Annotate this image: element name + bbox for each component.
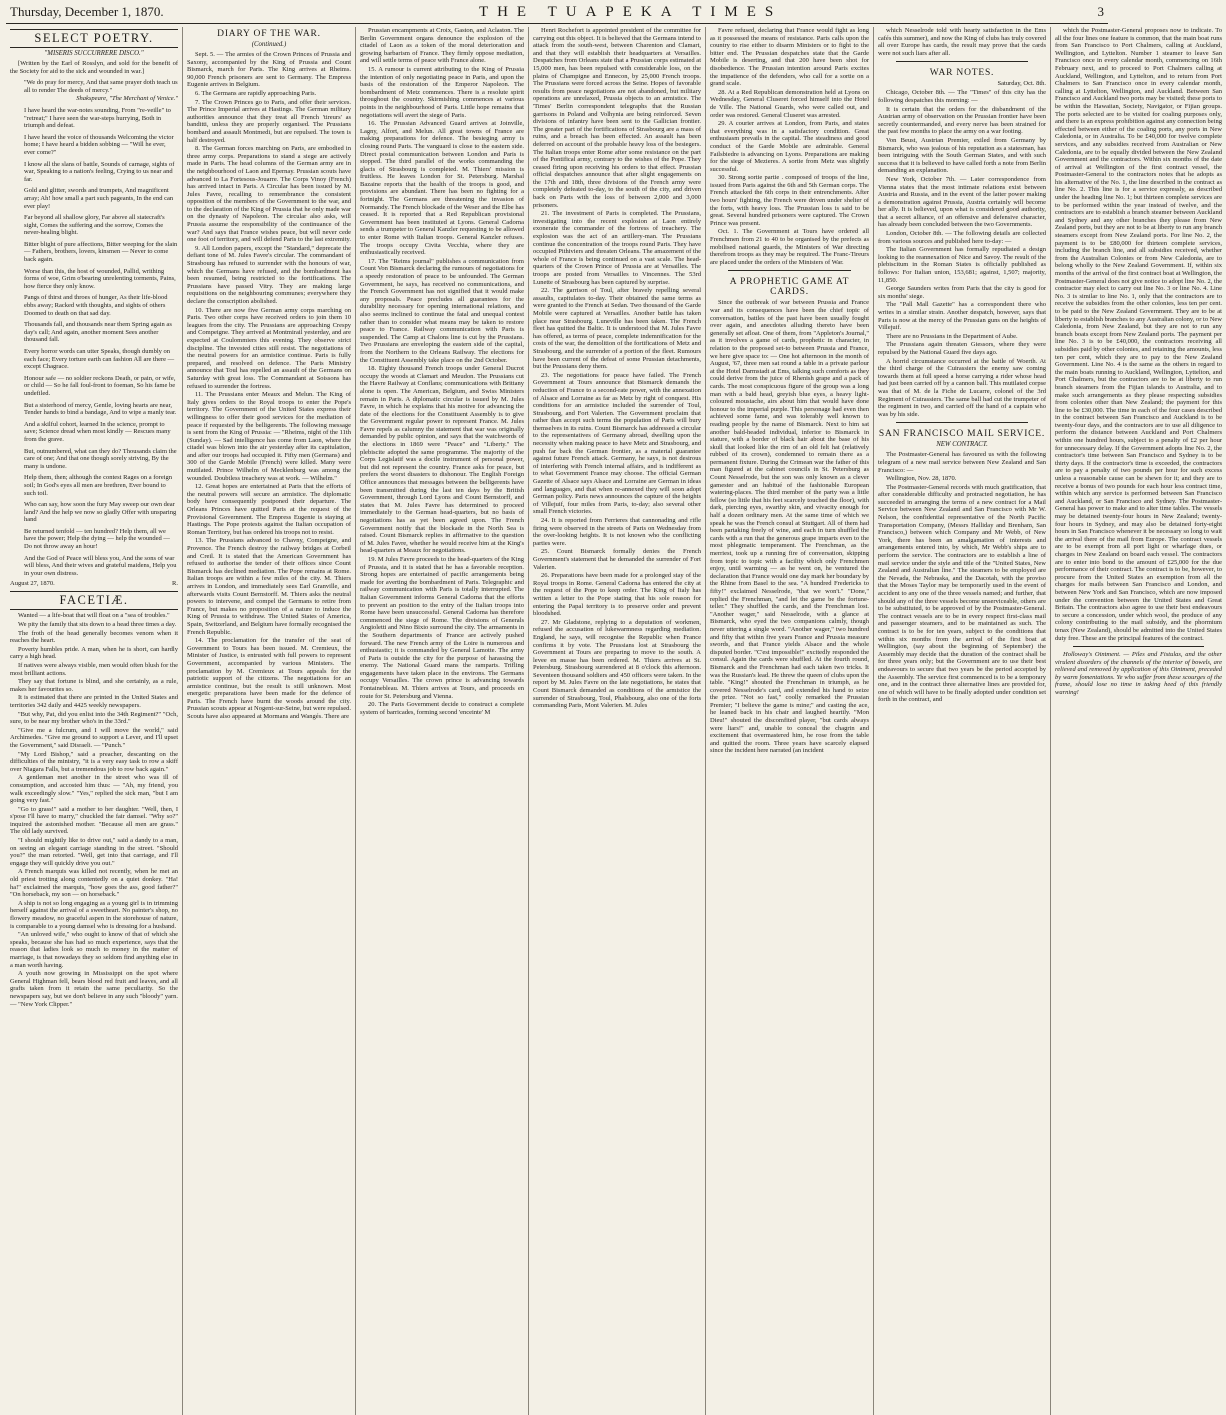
poem-title: "MISERIS SUCCURRERE DISCO." <box>44 50 144 57</box>
war-note: The "Pall Mall Gazette" has a correspondent there who writes in a similar strain. Another despatch, however, says that Paris is now at the mercy of the Prussian guns on the heights of Villejuif. <box>878 301 1046 332</box>
facetiae-item: "My Lord Bishop," said a preacher, descanting on the difficulties of the ministry, "it is a very easy task to row a skiff over Niagara Falls, but a tremendous job to row back again." <box>10 750 178 773</box>
diary-entry: 19. M Jules Favre proceeds to the head-quarters of the King of Prussia, and it is stated that he has a favorable reception. Strong hopes are entertained of pacific arrangements being made for averting the bombardment of Paris. Telegraphic and railway communication with Paris is totally interrupted. The Italian Government informs General Cadorna that the efforts to prevent an position to the entry of the Italian troops into Rome have been unsuccessful. General Cadorna has therefore commenced the siege of Rome. The divisions of Generals Angioletti and Nino Bixio surround the city. The armaments in the Southern departments of France are actively pushed forward. The new French army of the Loire is numerous and enthusiastic; it is commanded by General Lamotte. The army of Paris is outside the city for the purpose of harassing the enemy. The National Guard mans the ramparts. Trifling engagements have taken place in the environs. The Germans occupy Versailles. The crown prince is advancing towards Fontainebleau. M. Thiers arrives at Tours, and proceeds en route for St. Petersburg and Vienna. <box>360 555 524 700</box>
diary-entry: 22. The garrison of Toul, after bravely repelling several assaults, capitulates to-day. Their obtained the same terms as were granted to the French at Sedan. Two thousand of the Garde Mobile were captured at Versailles. Another battle has taken place near Strasbourg. Luneville has been taken. The French fleet has quitted the Baltic. It is understood that M. Jules Favre has offered, as terms of peace, complete indemnification for the costs of the war, the demolition of the fortifications of Metz and Strasbourg, and the surrender of a portion of the fleet. Rumours have been current of the defeat of some Prussian detachments, but the Prussians deny them. <box>533 287 701 371</box>
page-number: 3 <box>1097 4 1104 19</box>
war-note: Von Beust, Austrian Premier, exiled from Germany by Bismarck, who was jealous of his reputation as a statesman, has been intriguing with the South German States, and with such success that it is believed to have called forth a note from Berlin demanding an explanation. <box>878 136 1046 175</box>
poem-stanza: Honour safe — no soldier reckons Death, or pain, or wife, or child — So he fall foul-front to foeman, So his fame be undefiled. <box>24 374 176 397</box>
column-3 <box>356 27 529 1415</box>
column-6 <box>874 27 1051 1415</box>
facetiae-item: The froth of the head generally becomes venom when it reaches the heart. <box>10 629 178 645</box>
war-notes-heading: WAR NOTES. <box>929 68 995 79</box>
poem-stanza: Who can say, how soon the fury May sweep our own dear land? And the help we now so gladly Offer with unsparing hand <box>24 501 177 524</box>
diary-entry: 17. The "Reims journal" publishes a communication from Count Von Bismarck declaring the rumours of negotiations for a speedy restoration of peace to be unfounded. The German Government, he says, has received no communications, and the French Government has not signified that it would make any proposals. Peace precludes all guarantees for the durability necessary for opening international relations, and also seems inclined to continue the fatal and unequal contest rather than to consider what means may be taken to restore peace to France. Railway communication with Paris is suspended. The Camp at Chalons line is cut by the Prussians. Two Prussians are enveloping the eastern side of the capital, from the Northern to the Orleans Railway. The elections for the Constituent Assembly take place on the 2nd October. <box>360 257 524 364</box>
diary-entry: 21. The investment of Paris is completed. The Prussians, investigating into the recent explosion at Laon entirely exonerate the commander of the fortress of treachery. The explosion was the act of an artillery-man. The Prussians continue the concentration of the troops round Paris. They have occupied Pithiviers and threaten Orleans. The amazement of the whole of France is being continued on a vast scale. The head-quarters of the Crown Prince of Prussia are at Versailles. The troops are posted from Versailles to Vincennes. The 53rd Lunette of Strasbourg has been captured by surprise. <box>533 210 701 286</box>
poem-stanza: Far beyond all shallow glory, Far above all statecraft's sight, Comes the suffering and the sorrow, Comes the never-healing blight. <box>24 214 165 237</box>
divider <box>1073 646 1204 647</box>
war-note: The Italian Government has formally repudiated a design looking to the reannexation of Nice and Savoy. The result of the plebiscitum in the Roman States is officially published as follows: For Italian union, 153,681; against, 1,507; majority, 11,850. <box>878 246 1046 284</box>
war-note: There are no Prussians in the Department of Aube. <box>886 332 1018 340</box>
column-1 <box>6 27 183 1415</box>
diary-entry: 25. Count Bismarck formally denies the French Government's statement that he demanded the surrender of Fort Valerien. <box>533 548 701 571</box>
diary-entry: 11. The Prussians enter Meaux and Melun. The King of Italy gives orders to the Royal troops to enter the Pope's territory. The Government of the United States express their willingness to offer their good services for the mediation of peace if requested by the belligerents. The following message is sent from the King of Prussia: — "Rheims, night of the 11th (Sunday). — Sad intelligence has come from Laon, where the citadel was blown into the air yesterday after its capitulation, and after our troops had occupied it. Fifty men (Germans) and 300 of the Garde Mobile (French) were killed. Many were mutilated. Prince Wilhelm of Mecklenburg was among the wounded. Doubtless treachery was at work. — Wilhelm." <box>187 391 351 482</box>
poem-stanza: Help them, then; although the contest Rages on a foreign soil; In God's eyes all men are brethren, Ever bound to such toil. <box>24 474 173 497</box>
holloway-ad: Holloway's Ointment. — Piles and Fistulas, and the other virulent disorders of the channels of the interior of bowels, are relieved and removed by application of this Ointment, preceded by warm fomentations. Ye who suffer from these scourges of the frame, should lose no time in taking heed of this friendly warning! <box>1055 651 1222 697</box>
poem-initial: R. <box>172 580 178 588</box>
diary-entry: 29. A courier arrives at London, from Paris, and states that everything was in a satisfactory condition. Great enthusiasm prevails in the capital. The steadiness and good conduct of the Garde Mobile are admirable. General Failsbiedre is advancing on Lyons. Preparations are making for the siege of Mezieres. A sortie from Metz was slightly successful. <box>710 120 869 173</box>
facetiae-item: "Give me a fulcrum, and I will move the world," said Archimedes. "Give me ground to support a Lever, and I'll upset the Government," said Disraeli. — "Punch." <box>10 726 178 749</box>
diary-entry: 23. The negotiations for peace have failed. The French Government at Tours announce that Bismarck demands the reduction of France to a second-rate power, with the annexation of Alsace and Lorraine as far as Metz by right of conquest. His conditions for an armistice included the surrender of Toul, Strasbourg, and Fort Valerien. The Government proclaim that rather than accept such terms the population of Paris will bury themselves in its ruins. Count Bismarck has addressed a circular to the representatives of Germany abroad, dwelling upon the necessity when making peace to have Metz and Strasbourg, and push far back the German frontier, as a material guarantee against future French attack. Germany, he says, is not desirous of interfering with French internal affairs, and is indifferent as to what Government France may choose. The official German Gazette of Alsace says Alsace and Lorraine are German in ideas and languages, and that when re-annexed they will soon adopt German policy. Paris news announces the capture of the heights of Villejuif, four miles from Paris, to-day; also several other small French victories. <box>533 371 701 516</box>
divider <box>896 422 1028 423</box>
diary-entries-end <box>710 27 869 266</box>
poem <box>10 79 178 577</box>
war-note: A horrid circumstance occurred at the battle of Woerth. At the third charge of the Cuirassiers the enemy saw coming towards them at full speed a horse carrying a rider whose head had just been carried off by a cannon ball. This mutilated corpse was that of M. de la Fiche de Lucarre, colonel of the 3rd Regiment of Cuirassiers. The same ball had cut the trumpeter of the regiment in two, and carried off the hand of a captain who was by his side. <box>878 357 1046 418</box>
article-paragraph: The Postmaster-General has favoured us with the following telegram of a new mail service between New Zealand and San Francisco: — <box>878 451 1046 474</box>
columns <box>6 27 1222 1415</box>
poem-stanza: And the God of Peace will bless you, And the sons of war will bless, And their wives and grateful maidens, Help you in your own distress. <box>24 554 177 577</box>
diary-entry: Prussian encampments at Croix, Gaston, and Aclaston. The Berlin Government organs denounce the explosion of the citadel of Laon as a token of the moral deterioration and growing barbarism of France. They firmly oppose mediation, and will settle terms of peace with France alone. <box>360 27 524 65</box>
poem-stanza: Be returned tenfold — ten hundred? Help them, all we have the power; Help the dying — help the wounded — Do not throw away an hour! <box>24 527 170 551</box>
diary-entry: 13. The Prussians advanced to Chavny, Compeigne, and Provence. The French destroy the railway bridges at Corbeil and Creil. It is stated that the American Government has refused to authorise the tender of their offices since Count Bismarck has declined mediation. The Pope remains at Rome. Italian troops are within a few miles of the city. M. Thiers arrives in London, and immediately sees Earl Granville, and afterwards visits Count Bernstorff. M. Thiers asks the neutral powers to intervene, and compel the Germans to retire from France, but makes no proposition of a nature to induce the King of Prussia to withdraw. The United States of America, Spain, Switzerland, and Belgium have formally recognised the French Republic. <box>187 537 351 636</box>
mail-service-article <box>878 451 1046 704</box>
diary-entries-cont <box>360 27 524 716</box>
diary-entry: 14. The proclamation for the transfer of the seat of Government to Tours has been issued. M. Cremieux, the Minister of Justice, is entrusted with full powers to represent Government, accompanied by various Ministers. The proclamation by M. Cremieux at Tours appeals for the patriotic support of the citizens. The negotiations for an armistice continue, but the result is still unknown. Most energetic preparations have been made for the defence of Paris. The French have burnt the woods around the city. Prussian scouts appear at Nogent-sur-Seine, but were repulsed. Scouts have also appeared at Mormans and Wangés. There are <box>187 637 351 721</box>
mail-service-sub: NEW CONTRACT. <box>936 441 988 449</box>
masthead <box>6 4 1108 24</box>
poem-stanza: Gold and glitter, swords and trumpets, And magnificent array; Ah! how small a part such pageants, In the end can ever play! <box>24 187 174 210</box>
article-paragraph: Since the outbreak of war between Prussia and France war and its consequences have been the chief topic of conversation, battles of the past have been usually fought over again, and anecdotes alluding thereto have been generally set afloat. One of them, from "Appleton's Journal," as it involves a game of cards, prophetic in character, in relation to the proposed set-to between Prussia and France, we here give space to: — One hot afternoon in the month of August, '67, three men sat round a table in a private parlour at the Hotel Darmstadt at Ems, talking such comforts as they could derive from the juice of Rhenish grape and a pack of cards. The most conspicuous figure of the group was a long man with a bald head, greyish blue eyes, a heavy light-coloured moustache, airs about him that would have done honour to the imperial purple. This personage had even then achieved some fame, and was tolerably well known to reading people by the name of Bismarck. Next to him sat another bald-headed individual, inferior to Bismarck in stature, with a border of black hair about the base of his skull that looked like the rim of an old felt hat (relatively rubbed of its crown), condemned to remain there as a permanent fixture. During the Crimean war the father of this man figured at the cabinet councils in St. Petersburg as Count Nesselrode, but the son was only known as a clever gamester and an habitué of the fashionable European watering-places. The third member of the party was a little fellow (so little that his feet scarcely touched the floor), with dark, piercing eyes, swarthy skin, and vivacity enough for half a dozen ordinary men. At the same time of which we speak he was the French consul at Stuttgart. All of them had been partaking freely of wine, and each in turn shuffled the cards with a run that the generous grape imparts even to the most phlegmatic temperament. The Frenchman, as the merriest, took up a running fire of conversation, skipping from topic to topic with a facility which only Frenchmen enjoy, until warming — as he went on, he ventured the declaration that France would one day mark her boundary by the Rhine from Basel to the sea. "A hundred Fredericks to fifty!" exclaimed Nesselrode, "that we won't." "Done," replied the Frenchman, "and let the game be the fortune-teller." They shuffled the cards, and the Frenchman lost. "Another wager," said Nesselrode, with a glance at Bismarck, who eyed the two companions calmly, though never uttering a single word. "Another wager," two hundred and fifty that within five years France and Prussia measure swords, and that France yields Alsace and the whole disputed border. "C'est impossible!" excitedly responded the consul. Again the cards were shuffled. At the fourth round, Bismarck and the Frenchman had each taken two tricks. It was the Russian's lead. He threw the queen of clubs upon the table. "King!" shouted the Frenchman in triumph, as he covered Nesselrode's card, and extended his hand to seize the prize. "Not so fast," coolly remarked the Prussian Premier; "I believe the game is mine;" and casting the ace, he leaned back in his chair and laughed heartily. "Mon Dieu!" shouted the discomfited player, "but cards always were liars!" and, unable to conceal the chagrin and excitement that overmastered him, he rose from the table and quitted the room. Three years have scarcely elapsed since the incident here narrated (an incident <box>710 299 869 755</box>
war-note: It is certain that the orders for the disbandment of the Austrian army of observation on the Prussian frontier have been secretly countermanded, and every nerve has been strained for the past few months to place the army on a war footing. <box>878 105 1046 136</box>
facetiae-item: "But why, Pat, did you enlist into the 34th Regiment?" "Och, sure, to be near my brother who's in the 33rd." <box>10 710 178 726</box>
facetiae-item: A youth now growing in Mississippi on the spot where General Highman fell, bears blood red fruit and leaves, and all grafts taken from it retain the same peculiarity. So the newspapers say, but we don't believe in any such "bloody" yarn. — "New York Clipper." <box>10 970 178 1008</box>
poetry-heading: SELECT POETRY. <box>10 29 178 48</box>
facetiae-item: Wanted — a life-boat that will float on a "sea of troubles." <box>18 612 170 620</box>
issue-date: Thursday, December 1, 1870. <box>10 4 164 19</box>
column-5 <box>706 27 874 1415</box>
war-note: Chicago, October 8th. — The "Times" of this city has the following despatches this morning: — <box>878 89 1046 104</box>
card-game-article <box>710 299 869 755</box>
diary-heading: DIARY OF THE WAR. <box>217 29 321 39</box>
facetiae-item: It is estimated that there are printed in the United States and territories 342 daily and 4425 weekly newspapers. <box>10 694 178 709</box>
diary-entries <box>187 51 351 721</box>
war-note: The Prussians again threaten Giessors, where they were repulsed by the National Guard five days ago. <box>878 341 1046 356</box>
epigraph-source: Shakspeare, "The Merchant of Venice." <box>76 95 178 103</box>
diary-entry: 9. All London papers, except the "Standard," deprecate the defiant tone of M. Jules Favre's circular. The commandant of Strasbourg has refused to surrender with the honours of war, which the Germans have refused, and the bombardment has been resumed, being restricted to the fortifications. The Prussians have passed Vitry. They are making large requisitions on the neighbouring communes; everywhere they declare the conscription abolished. <box>187 244 351 305</box>
diary-entry: 10. There are now five German army corps marching on Paris. Two other corps have received orders to join them 10 leagues from the city. The Prussians are approaching Crespy and Compeigne. They arrived at Montmirail yesterday, and are expected at Coulommiers this evening. They observe strict discipline. The invested cities still resist. The negotiations of the neutral powers for an armistice continue. Paris is fully prepared, and resolved on defence. The Paris Ministry announce that Toul has repelled an assault of the Germans on Saturday with great loss. The Commandant at Soissons has refused to surrender the fortress. <box>187 306 351 390</box>
war-notes-dateline: Saturday, Oct. 8th. <box>997 80 1046 88</box>
diary-entry: 7. The Crown Princes go to Paris, and offer their services. The Prince Imperial arrives at Hastings. The German military authorities announce that they treat all French 'tireurs' as banditti, unless they are properly organised. The Prussians bombard and assault Montmedi, but are repulsed. The town is half destroyed. <box>187 98 351 144</box>
facetiae-item: A ship is not so long engaging as a young girl is in trimming herself against the arrival of a sweetheart. No painter's shop, no flowery meadow, no graceful aspen in the storehouse of nature, is comparable to a young damsel who is dressing for a husband. <box>10 899 178 930</box>
diary-entry: Oct. 1. The Government at Tours have ordered all Frenchmen from 21 to 40 to be organised by the prefects as mobilised national guards, the Ministers of War directing therefrom troops as they may be required. The Franc-Tireurs are placed under the orders of the Ministers of War. <box>710 228 869 266</box>
poem-signature <box>10 580 178 587</box>
poem-stanzas <box>10 107 178 577</box>
diary-entries-cont-2 <box>533 27 701 710</box>
diary-entry: 12. Great hopes are entertained at Paris that the efforts of the neutral powers will secure an armistice. The diplomatic body have consequently postponed their departure. The Orleans Princes have quitted Paris at the request of the Provisional Government. The Empress Eugenie is staying at Hastings. The Pope protests against the Italian occupation of Roman Territory, but has ordered his troops not to resist. <box>187 483 351 536</box>
poem-stanza: I have heard the war-notes sounding, From "re-veille" to "retreat;" I have seen the war-steps hurrying, Both in triumph and defeat. <box>24 106 171 130</box>
facetiae-item: We pity the family that sits down to a head three times a day. <box>18 621 177 629</box>
diary-entry: Henri Rochefort is appointed president of the committee for carrying out this object. It is believed that the Germans intend to attack from the south-west, between Charenton and Clamart, and that they will establish their headquarters at Versailles. Despatches from Orleans state that a Prussian corps estimated at 15,000 men, has been repulsed with considerable loss, on the plains of Champigne and Ennecon, by 25,000 French troops. The Prussians were forced across the Seine. Hopes of favorable results from peace negotiations are not abandoned, but military operations are unrelaxed, Prussia objects to an armistice. The 'Times' Berlin correspondent telegraphs that the Russian garrisons in Poland and Volhynia are being reinforced. Seven divisions of infantry have been sent to the Gallician frontier. The greater part of the fortifications of Strasbourg are a mass of ruins, and a breach has been effected. An assault has been deferred on account of the probable heavy loss of the besiegers. The Italian troops enter Rome after some resistance on the part of the Pontifical army, contrary to the wishes of the Pope. They ceased firing upon receiving his orders to that effect. Prussian official despatches announce that after slight engagements on the 17th and 18th, three divisions of the French army were completely defeated to-day, to the south of the city, and driven back on Paris with the loss of between 2,000 and 3,000 prisoners. <box>533 27 701 209</box>
diary-entry: Favre refused, declaring that France would fight as long as it possessed the means of resistance. Paris calls upon the country to rise either to disarm Ministers or to fight to the bitter end. The Prussian despatches state that the Garde Mobile is deserting, and that 200 have been shot for disobedience. The Prussian intention around Paris excites the impatience of the defenders, who call for a sortie on a grand scale. <box>710 27 869 88</box>
war-note: New York, October 7th. — Later correspondence from Vienna states that the most intimate relations exist between Austria and Russia, and in the event of the latter power making a demonstration against Prussia, Austria certainly will become her ally. It is believed, upon what is considered good authority, that a secret alliance, of an offensive and defensive character, has already been concluded between the two Governments. <box>878 175 1046 229</box>
card-game-heading: A PROPHETIC GAME AT CARDS. <box>729 277 850 298</box>
diary-entry: 15. A rumour is current attributing to the King of Prussia the intention of only negotiating peace in Paris, and upon the basis of the restoration of the Emperor Napoleon. The bombardment of Metz commences. There is a resolute spirit throughout the country. Skirmishing commences at various points in the neighbourhood of Paris. Little hope remains that negotiations will avert the siege of Paris. <box>360 65 524 119</box>
diary-entry: Sept. 5. — The armies of the Crown Princes of Prussia and Saxony, accompanied by the King of Prussia and Count Bismarck, march for Paris. The King arrives at Rheims. 90,000 French prisoners are sent to Germany. The Empress Eugenie arrives in Belgium. <box>187 51 351 89</box>
facetiae-list <box>10 612 178 1008</box>
article-paragraph: The Postmaster-General records with much gratification, that after considerable difficulty and protracted negotiation, he has succeeded in arranging the terms of a new contract for a Mail Service between New Zealand and San Francisco with Mr W. Nelson, the confidential representative of the North Pacific Transportation Company, (Messrs Halliday and Brenham, San Francisco,) between which Company and Mr Webb, of New York, there has been an amalgamation of interests and arrangements entered into, by which, Mr Webb's ships are to perform the service. The contractors are to establish a line of mail service under the style and title of the "United States, New Zealand and Australian line." The steamers to be employed are the Nevada, the Nebraska, and the Dacotah, with the proviso that the Moses Taylor may be temporarily used in the event of accident to any one of the three vessels named; and further, that should any of the three vessels become unserviceable, others are to be substituted, to be approved of by the Postmaster-General. The contract vessels are to be in every respect first-class mail and passenger steamers, and to be maintained as such. The contract is to be for ten years, subject to the conditions that within six months from the arrival of the first boat at Wellington, (say about the beginning of September) the Assembly may decide that the duration of the contract shall be for three years only; but the Government are to use their best endeavours to secure that two years be the period accepted by the Assembly. The service first commenced is to be a temporary one, and in the contract three alternative lines are provided for, one of which will have to be finally adopted under condition set forth in the contract, and <box>878 483 1046 704</box>
war-note: George Saunders writes from Paris that the city is good for six months' siege. <box>878 285 1046 300</box>
diary-entry: 6. The Germans are rapidly approaching Paris. <box>195 89 317 97</box>
poem-stanza: Every horror words can utter Speaks, though dumbly on each face; Every torture earth can fashion All are there — except Chagrace. <box>24 348 175 371</box>
diary-entry: 26. Preparations have been made for a prolonged stay of the Royal troops in Rome. General Cadorna has entered the city at the request of the Pope to keep order. The King of Italy has written a letter to the Pope stating that his sole reason for entering the Papal territory is to preserve order and prevent bloodshed. <box>533 572 701 618</box>
poem-stanza: I have heard the voice of thousands Welcoming the victor home; I have heard a bidden sobbing — "Will he ever, ever come?" <box>24 133 174 156</box>
facetiae-item: A French marquis was killed not recently, when he met an old priest trotting along contentedly on a quiet donkey. "Ha! ha!" exclaimed the marquis, "how goes the ass, good father?" "On horseback, my son — on horseback." <box>10 868 178 899</box>
mail-service-heading: SAN FRANCISCO MAIL SERVICE. <box>878 429 1046 440</box>
diary-entry: 16. The Prussian Advanced Guard arrives at Joinville, Lagny, Alfort, and Melun. All great towns of France are making preparations for defence. The besieging army is closing round Paris. The vanguard is close to the eastern side. Direct postal communication between London and Paris is stopped. The third parallel of the works commanding the glacis of Strasbourg is completed. M. Thiers' mission is fruitless. He leaves London for St. Petersburg. Marshal Bazaine reports that the health of the troops is good, and provisions are abundant. There has been no fighting for a fortnight. The Germans are threatening the invasion of Normandy. The French blockade of the Weser and the Elbe has ceased. It is reported that a Red Republican provisional Government has been instituted at Lyons. General Cadorna sends a trumpeter to General Kanzler requesting to be allowed to enter Rome with Italian troops. General Kanzler refuses. The troops occupy Civita Vecchia, where they are enthusiastically received. <box>360 120 524 257</box>
facetiae-item: "Go to grass!" said a mother to her daughter. "Well, then, I s'pose I'll have to marry," chuckled the fair damsel. "Why so?" inquired the astonished mother. "Because all men are grass." The old lady survived. <box>10 805 178 836</box>
poem-stanza: And a skilful cohort, learned In the science, prompt to save; Science dread when most kindly — Rescues many from the grave. <box>24 420 171 443</box>
facetiae-item: If natives were always visible, men would often blush for the most brilliant actions. <box>10 662 178 677</box>
diary-entry: 8. The German forces marching on Paris, are embodied in three army corps. Preparations to stand a siege are actively made in Paris. The head columns of the German army are in the neighbourhood of Laon and Epernay. Prussian scouts have advanced to La Fortesous-Jouarre. The Corps Vinoy (French) has arrived intact in Paris. A Circular has been issued by M. Jules Favre, recalling to remembrance the consistent opposition of the members of the Government to the war, and to the declaration of the King of Prussia that he only made war on the dynasty of Napoleon. The circular also asks, will Prussia assume the responsibility of the continuance of the war? And says that France wishes peace, but will never cede one foot of territory, and will defend Paris to the last extremity. <box>187 145 351 244</box>
poem-epigraph: "We do pray for mercy, And that same prayer doth teach us all to render The deeds of mercy." <box>24 79 178 94</box>
diary-entry: 30. Strong sortie partie . composed of troops of the line, issued from Paris against the 6th and 5th German corps. The French attacked the 6th corps in their entrenchments. After two hours' fighting, the French were driven under shelter of the forts, with heavy loss. The Prussian loss is said to be great. Several hundred prisoners were captured. The Crown Prince was present. <box>710 174 869 227</box>
diary-entry: 24. It is reported from Ferrieres that cannonading and rifle firing were observed in the streets of Paris on Wednesday from the over-looking heights. It is not known who the conflicting parties were. <box>533 517 701 547</box>
poem-date: August 27, 1870. <box>10 580 55 588</box>
war-note: London, October 8th. — The following details are collected from various sources and published here to-day: — <box>878 230 1046 245</box>
facetiae-item: They say that fortune is blind, and she certainly, as a rule, makes her favourites so. <box>10 678 178 693</box>
diary-entry: 20. The Paris Government decide to construct a complete system of barricades, forming second 'enceinte' M <box>360 701 524 716</box>
mail-service-cont <box>1055 27 1222 642</box>
diary-continued: (Continued.) <box>251 41 287 48</box>
facetiae-item: Poverty humbles pride. A man, when he is short, can hardly carry a high head. <box>10 645 178 661</box>
divider <box>896 61 1028 62</box>
facetiae-item: "An unloved wife," who ought to know of that of which she speaks, because she has had so much experience, says that the reason that ladies look so much to money in the matter of marriage, is that nowadays they so seldom find anything else in a man worth having. <box>10 931 178 969</box>
diary-entry: 28. At a Red Republican demonstration held at Lyons on Wednesday, General Cluseret forced himself into the Hotel de Ville. The National Guards, who were called out, and order was restored. General Cluseret was arrested. <box>710 88 869 119</box>
poem-intro: [Written by the Earl of Rosslyn, and sold for the benefit of the Society for aid to the sick and wounded in war.] <box>10 60 178 75</box>
poem-stanza: Pangs of thirst and throes of hunger, As their life-blood ebbs away; Racked with thoughts, and sights of others Doomed to death on that sad day. <box>24 294 168 317</box>
article-paragraph: which Nesselrode told with hearty satisfaction in the Ems cafés this summer), and now the King of clubs has truly covered all over Europe has cards, the result may prove that the cards were not such liars after all. <box>878 27 1046 57</box>
column-2 <box>183 27 356 1415</box>
poem-stanza: I know all the slans of battle, Sounds of carnage, sights of war, Speaking to a nation's feeling, Crying to us near and far. <box>24 160 175 183</box>
facetiae-item: A gentleman met another in the street who was ill of consumption, and accosted him thus: — "Ah, my friend, you walk exceedingly slow." "Yes," replied the sick man, "but I am going very fast." <box>10 774 178 805</box>
poem-stanza: But, outnumbered, what can they do? Thousands claim the care of one; And that one though sorely striving, By the many is undone. <box>24 447 177 470</box>
article-paragraph: which the Postmaster-General proposes now to indicate. To all the four lines one feature is common, that the main boat runs from San Francisco to Port Chalmers, calling at Auckland, Wellington, and Lyttelton. Number 1 steamer to leave San Francisco once in every calendar month, commencing on 16th February next, and to proceed to Port Chalmers calling at Auckland, Wellington, and Lyttelton, and to return from Port Chalmers to San Francisco once in every calendar month, calling at Lyttelton, Wellington, and Auckland. Between San Francisco and Auckland two ports may be visited; these ports to be within the Hawaiian, Society, Navigator, or Fijian groups. The ports selected are to be visited for coaling purposes only, and there is an express prohibition against any connection being effected between either of the coaling ports, any ports in New Caledonia, or in Australia. To be £40,000 for twelve complete services, and any subsidies received from Australian or New Caledonia, are to be equally divided between the New Zealand Government and the contractors. Within six months of the date of arrival at Wellington of the first contract vessel, the Postmaster-General to the contractors notes that he adopts as his alternative of the No. 1, the line described in the contract as line No. 2. This line is for a service expressly, as described under the heading line No. 1; but thirteen complete services are to be performed within the year instead of twelve, and the contractors are to establish a branch steamer between Auckland and Sydney and any other branches they please from New Zealand ports, but they are not to be at liberty to run any branch steamers except from New Zealand ports. For line No. 2, the payment is to be £80,000 for thirteen complete services, including the branch line, and all subsidies received, whether from the Australian Colonies or from New Caledonia, are to belong wholly to the New Zealand Government. If, within six months of the arrival of the first contract boat at Wellington, the Postmaster-General does not give notice to adopt line No. 2, the contractor may elect to carry out line No. 3 or line No. 4. Line No. 3 is similar to line No. 1, only that the contractors are to receive the subsidies from the other colonies, less ten per cent. to be paid to the New Zealand Government. They are to be at liberty to establish branches to any Australian colony, or to New Caledonia, from New Zealand, but they are not to run any branch boats except from New Zealand ports. The payment per line No. 3 is to be £40,000, the contractors receiving all subsidies paid by other colonies, and retaining the amounts, less ten per cent, which they are to pay to the New Zealand Government. Line No. 4 is the same as the others in regard to the main boats running to Auckland, Wellington, Lyttelton, and Port Chalmers, but the contractors are to be at liberty to run branch steamers from the Fijian islands to Australia, and to make such arrangements as they please respecting subsidies from colonies other than New Zealand; the payment for this line to be £30,000. The time in each of the four cases described in the contract between San Francisco and Auckland is to be twenty-four days, and the contractors are to use all diligence to perform the distance between Auckland and Port Chalmers within one hundred hours, subject to a penalty of £2 per hour for unnecessary delay. If the Government adopts line No. 2, the contractor's time between San Francisco and Sydney is to be thirty days. If the contractor's time is exceeded, the contractors are to pay a penalty of two pounds per hour for such excess unless a reasonable cause can be shewn for it; and they are to receive a bonus of two pounds for each hour less contract time, within which any service is performed between San Francisco and Auckland, or San Francisco and Sydney. The Postmaster-General has power to make and to alter time tables. The vessels may be detained twenty-four hours in New Zealand; twenty-four hours in Sydney, and may also be detained forty-eight hours in San Francisco whenever it be necessary so long to wait the arrival there of the mail from Europe. The contract vessels are to be exempt from all port light or wharfage dues, or charges in New Zealand on board each vessel. The contractors are to enter into bond to the amount of £25,000 for the due performance of their contract. The contract is to be, however, to procure from the United States an exemption from all the charges for mails between San Francisco and London, and between New York and San Francisco, which are now imposed under the convention between the United States and Great Britain. The contractors also agree to use their best endeavours to secure a concession, under which wool, the produce of any colony contributing to the mail subsidy, and the phormium tenax (New Zealand), should be admitted into the United States duty free. These are the principal features of the contract. <box>1055 27 1222 642</box>
paper-title: THE TUAPEKA TIMES <box>478 4 783 20</box>
diary-entry: 27. Mr Gladstone, replying to a deputation of workmen, refused the accusation of lukewarmness regarding mediation. England, he says, will recognise the Republic when France confirms it by vote. The Prussians lost at Strasbourg the Government at Tours are preparing to move to the south. A levee en masse has been ordered. M. Thiers arrives at St. Petersburg. Strasbourg surrendered at 8 o'clock this afternoon. Seventeen thousand soldiers and 450 officers were taken. In the report by M. Jules Favre on the late negotiations, he states that Count Bismarck demanded as conditions of the armistice the surrender of Strasbourg, Toul, Phalsbourg, also one of the forts commanding Paris, Mont Valerien. M. Jules <box>533 618 701 710</box>
card-game-end <box>878 27 1046 57</box>
column-7 <box>1051 27 1226 1415</box>
poem-stanza: Thousands fall, and thousands near them Spring again as day's call; And again, another moment Sees another thousand fall. <box>24 321 172 344</box>
divider <box>728 270 851 271</box>
article-paragraph: Wellington, Nov. 28, 1870. <box>886 475 957 483</box>
column-4 <box>529 27 706 1415</box>
war-notes <box>878 89 1046 418</box>
facetiae-heading: FACETIÆ. <box>10 591 178 610</box>
facetiae-item: "I should mightily like to drive out," said a dandy to a man, on seeing an elegant carriage standing in the street. "Should you?" the man retorted. "Well, get into that carriage, and I'll engage they will quickly drive you out." <box>10 837 178 867</box>
diary-entry: 18. Eighty thousand French troops under General Ducrot occupy the woods at Clamart and Meudon. The Prussians cut the Havre Railway at Conflans; communications with Brittany alone is open. The American, Belgium, and Swiss Ministers remain in Paris. A diplomatic circular is issued by M. Jules Favre, in which he explains that his motive for advancing the date of the elections for the Constituent Assembly is to give the Government regular power to represent France. M. Jules Favre repels as calumny the statement that war was originally demanded by public opinion, and says that the watchwords of the elections in 1869 were "Peace" and "Liberty." The plebiscite adopted the same programme. The majority of the Corps Legislatif was a docile instrument of personal power, but did not represent the country. France asks for peace, but prefers the worst disasters to dishonour. The English Foreign Office announces that messages between the belligerents have been transmitted during the last ten days by the British Government, through Lord Lyons and Count Bernstorff, and states that M. Jules Favre has determined to proceed immediately to the German head-quarters, but no basis of negotiations has as yet been agreed upon. The French Government notify that the blockade in the North Sea is raised. Count Bismarck replies in affirmative to the question of M. Jules Favre, whether he would receive him at the King's head-quarters at Meaux for negotiations. <box>360 365 524 555</box>
poem-stanza: But a sisterhood of mercy, Gentle, loving hearts are near, Tender hands to bind a bandage, And to wipe a manly tear. <box>24 401 177 417</box>
poem-stanza: Worse than this, the host of wounded, Pallid, writhing forms of woe, Grim o'bearing unrelenting torments, Pains, how fierce they only know. <box>24 267 176 290</box>
poem-stanza: Bitter blight of pure affections, Bitter weeping for the slain — Fathers, brothers, lovers, kinsmen — Never to come back again. <box>24 240 178 264</box>
